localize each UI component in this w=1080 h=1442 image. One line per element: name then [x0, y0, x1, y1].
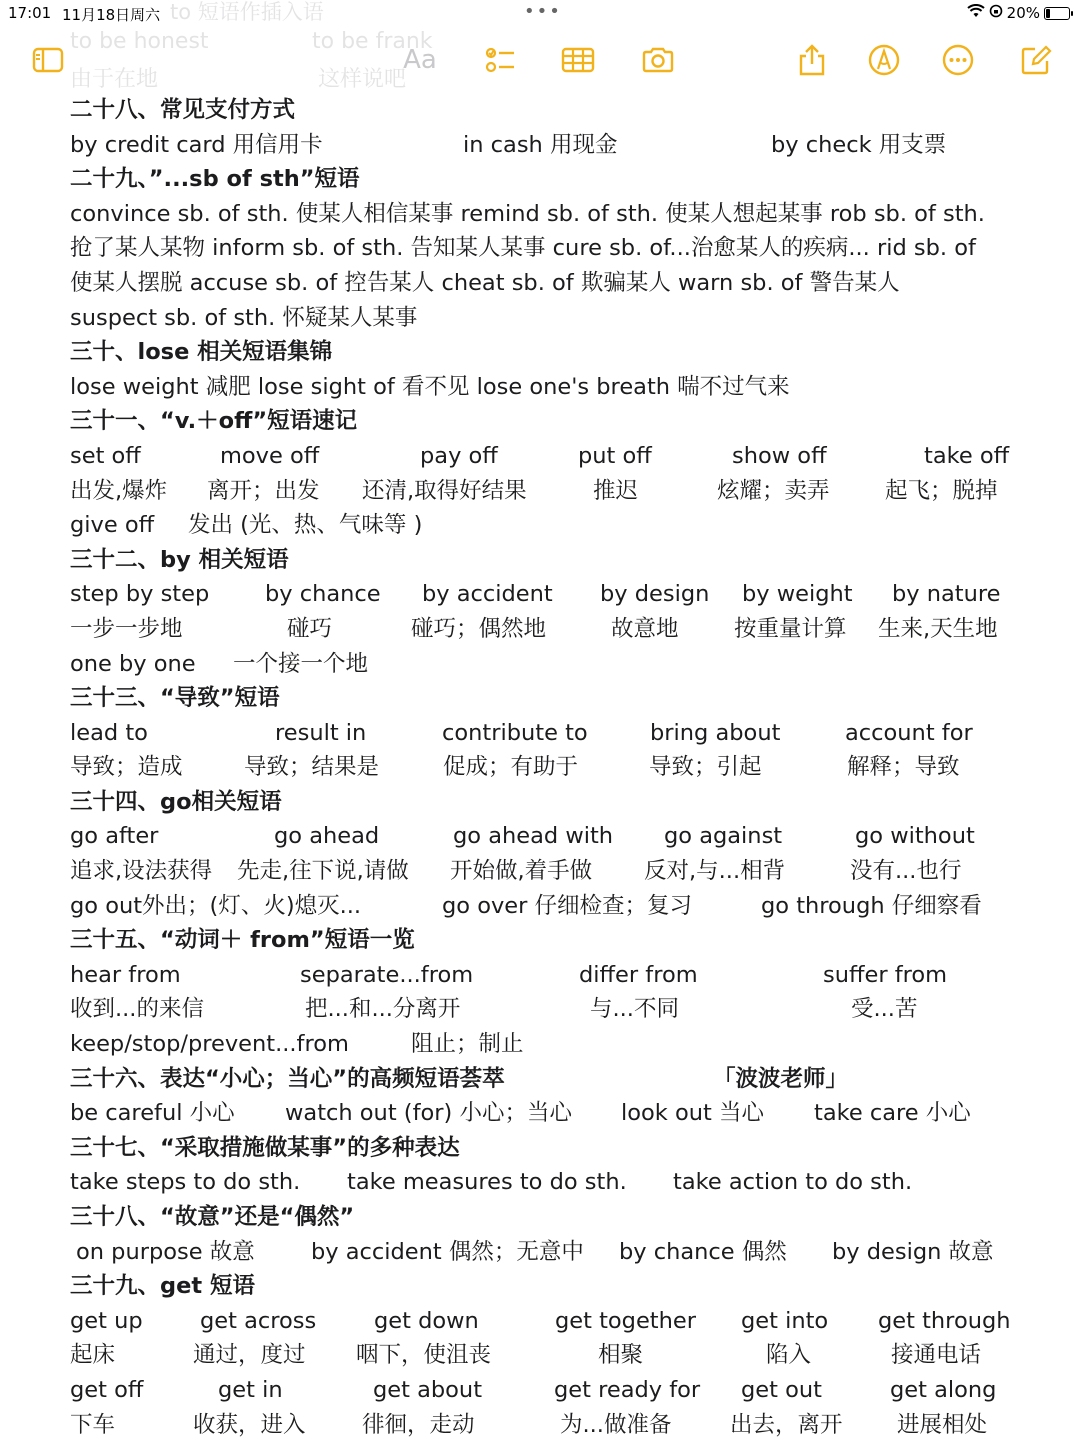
phrase: show off — [732, 442, 827, 469]
phrase: move off — [220, 442, 320, 469]
ghost-text: 由于在地 — [70, 67, 159, 92]
phrase: get out — [741, 1376, 822, 1403]
phrase-row — [70, 716, 1030, 751]
phrase: by chance 偶然 — [619, 1238, 787, 1265]
meaning: 反对,与...相背 — [644, 858, 786, 885]
ghost-text: 这样说吧 — [318, 67, 407, 92]
meaning: 徘徊，走动 — [362, 1411, 475, 1438]
phrase: by design 故意 — [832, 1238, 994, 1265]
text-line: suspect sb. of sth. 怀疑某人某事 — [70, 304, 418, 331]
compose-icon[interactable] — [1016, 42, 1056, 78]
battery-icon — [1044, 7, 1070, 20]
more-icon[interactable] — [938, 42, 978, 78]
meaning: 为...做准备 — [560, 1411, 672, 1438]
meaning: 咽下，使沮丧 — [356, 1342, 492, 1369]
phrase-row — [70, 958, 1030, 993]
status-bar — [0, 0, 1080, 28]
meaning: 收到...的来信 — [70, 996, 204, 1023]
phrase-row — [70, 1373, 1030, 1408]
meaning: 与...不同 — [590, 996, 679, 1023]
phrase: go ahead with — [453, 823, 614, 850]
phrase: lead to — [70, 719, 148, 746]
phrase-row — [70, 439, 1030, 474]
phrase: get along — [890, 1376, 997, 1403]
battery-fill — [1046, 9, 1050, 18]
text-line: 使某人摆脱 accuse sb. of 控告某人 cheat sb. of 欺骗某人 warn sb. of 警告某人 — [70, 269, 900, 296]
camera-icon[interactable] — [638, 42, 678, 78]
phrase-row — [70, 1338, 1030, 1373]
ghost-text: to be frank — [312, 29, 433, 54]
meaning: 生来,天生地 — [878, 615, 998, 642]
phrase: by design — [600, 581, 710, 608]
meaning: 起床 — [70, 1342, 116, 1369]
meaning: 出去，离开 — [730, 1411, 843, 1438]
phrase: take steps to do sth. — [70, 1169, 301, 1196]
meaning: 受...苦 — [851, 996, 918, 1023]
phrase: suffer from — [823, 961, 948, 988]
meaning: 陷入 — [766, 1342, 812, 1369]
phrase-row — [70, 474, 1030, 509]
phrase: in cash 用现金 — [463, 131, 618, 158]
markup-icon[interactable] — [864, 42, 904, 78]
phrase: get about — [373, 1376, 483, 1403]
author-watermark: 「波波老师」 — [713, 1065, 849, 1092]
meaning: 促成；有助于 — [443, 754, 579, 781]
phrase: look out 当心 — [621, 1100, 764, 1127]
phrase: contribute to — [442, 719, 588, 746]
meaning: 追求,设法获得 — [70, 858, 213, 885]
phrase-row — [70, 854, 1030, 889]
meaning: 炫耀；卖弄 — [717, 477, 830, 504]
meaning: 故意地 — [611, 615, 679, 642]
meaning: 通过，度过 — [193, 1342, 306, 1369]
phrase: get into — [741, 1307, 829, 1334]
phrase: differ from — [579, 961, 698, 988]
text-line: 抢了某人某物 inform sb. of sth. 告知某人某事 cure sb. of...治愈某人的疾病... rid sb. of — [70, 235, 976, 262]
phrase: give off — [70, 512, 155, 539]
text-line: lose weight 减肥 lose sight of 看不见 lose one's breath 喘不过气来 — [70, 373, 790, 400]
phrase: take care 小心 — [814, 1100, 971, 1127]
phrase-row — [70, 750, 1030, 785]
phrase-row — [70, 128, 1030, 163]
section-heading: 三十四、go相关短语 — [70, 788, 282, 815]
meaning: 导致；结果是 — [244, 754, 380, 781]
meaning: 还清,取得好结果 — [362, 477, 527, 504]
phrase: go out外出；(灯、火)熄灭... — [70, 892, 362, 919]
meaning: 先走,往下说,请做 — [237, 858, 409, 885]
meaning: 一个接一个地 — [233, 650, 369, 677]
phrase-row — [70, 612, 1030, 647]
section-heading: 三十、lose 相关短语集锦 — [70, 339, 333, 366]
phrase: get through — [878, 1307, 1011, 1334]
phrase: by accident — [422, 581, 553, 608]
phrase-row — [70, 577, 1030, 612]
phrase: hear from — [70, 961, 181, 988]
table-icon[interactable] — [558, 42, 598, 78]
sidebar-icon[interactable] — [28, 42, 68, 78]
phrase-row — [70, 1165, 1030, 1200]
phrase: one by one — [70, 650, 196, 677]
meaning: 一步一步地 — [70, 615, 183, 642]
phrase: by credit card 用信用卡 — [70, 131, 323, 158]
phrase: separate...from — [300, 961, 474, 988]
phrase: put off — [578, 442, 652, 469]
meaning: 收获，进入 — [193, 1411, 306, 1438]
phrase: get in — [218, 1376, 283, 1403]
phrase: set off — [70, 442, 141, 469]
phrase: bring about — [650, 719, 781, 746]
phrase: by accident 偶然；无意中 — [311, 1238, 584, 1265]
phrase-row — [70, 1304, 1030, 1339]
phrase: on purpose 故意 — [76, 1238, 255, 1265]
section-heading: 三十六、表达“小心；当心”的高频短语荟萃 — [70, 1065, 505, 1092]
section-heading: 三十一、“v.＋off”短语速记 — [70, 408, 358, 435]
meaning: 进展相处 — [897, 1411, 988, 1438]
meaning: 按重量计算 — [734, 615, 847, 642]
meaning: 发出 (光、热、气味等 ) — [188, 512, 423, 539]
meaning: 推迟 — [593, 477, 639, 504]
phrase-row — [70, 647, 1030, 682]
phrase: get down — [374, 1307, 479, 1334]
section-heading: 三十九、get 短语 — [70, 1273, 255, 1300]
phrase: by chance — [265, 581, 381, 608]
phrase: go after — [70, 823, 159, 850]
meaning: 没有...也行 — [850, 858, 962, 885]
phrase: account for — [845, 719, 973, 746]
phrase-row — [70, 1408, 1030, 1442]
ghost-text: to be honest — [70, 29, 209, 54]
phrase: go over 仔细检查；复习 — [442, 892, 693, 919]
phrase-row — [70, 992, 1030, 1027]
section-heading: 二十九、”...sb of sth”短语 — [70, 166, 360, 193]
phrase: go through 仔细察看 — [761, 892, 982, 919]
meaning: 导致；造成 — [70, 754, 183, 781]
phrase: go without — [855, 823, 975, 850]
section-heading: 三十三、“导致”短语 — [70, 685, 280, 712]
phrase: by nature — [892, 581, 1001, 608]
notes-toolbar — [0, 42, 1080, 82]
rotation-lock-icon — [989, 4, 1003, 22]
meaning: 碰巧 — [287, 615, 333, 642]
section-heading: 三十二、by 相关短语 — [70, 546, 289, 573]
text-format-button[interactable]: Aa — [403, 45, 437, 75]
checklist-icon[interactable] — [480, 42, 520, 78]
meaning: 开始做,着手做 — [450, 858, 593, 885]
section-heading: 三十五、“动词＋ from”短语一览 — [70, 927, 415, 954]
section-heading: 三十七、“采取措施做某事”的多种表达 — [70, 1134, 460, 1161]
phrase: get across — [200, 1307, 317, 1334]
battery-percent: 20% — [1006, 4, 1040, 22]
phrase-row — [70, 1096, 1030, 1131]
phrase: get together — [555, 1307, 696, 1334]
phrase: go against — [664, 823, 783, 850]
phrase: step by step — [70, 581, 210, 608]
phrase: by weight — [742, 581, 853, 608]
meaning: 碰巧；偶然地 — [411, 615, 547, 642]
phrase: take action to do sth. — [673, 1169, 913, 1196]
text-line: convince sb. of sth. 使某人相信某事 remind sb. of sth. 使某人想起某事 rob sb. of sth. — [70, 200, 985, 227]
share-icon[interactable] — [792, 42, 832, 78]
phrase: pay off — [420, 442, 498, 469]
status-date: 11月18日周六 — [62, 6, 161, 24]
meaning: 导致；引起 — [649, 754, 762, 781]
phrase: watch out (for) 小心；当心 — [285, 1100, 572, 1127]
meaning: 起飞；脱掉 — [885, 477, 998, 504]
meaning: 下车 — [70, 1411, 116, 1438]
phrase-row — [70, 889, 1030, 924]
phrase: be careful 小心 — [70, 1100, 235, 1127]
meaning: 把...和...分离开 — [305, 996, 461, 1023]
phrase: get off — [70, 1376, 144, 1403]
phrase-row — [70, 508, 1030, 543]
phrase-row — [70, 1027, 1030, 1062]
status-right — [967, 4, 1070, 22]
phrase: result in — [275, 719, 367, 746]
phrase: by check 用支票 — [771, 131, 947, 158]
meaning: 出发,爆炸 — [70, 477, 168, 504]
status-time: 17:01 — [8, 4, 52, 22]
meaning: 解释；导致 — [847, 754, 960, 781]
section-heading-row — [70, 1062, 1030, 1097]
ghost-heading: to 短语作插入语 — [170, 0, 324, 24]
phrase-row — [70, 1235, 1030, 1270]
section-heading: 二十八、常见支付方式 — [70, 97, 296, 123]
section-heading: 三十八、“故意”还是“偶然” — [70, 1204, 355, 1230]
wifi-icon — [967, 4, 985, 22]
meaning: 接通电话 — [891, 1342, 982, 1369]
meaning: 相聚 — [598, 1342, 644, 1369]
phrase: take off — [924, 442, 1010, 469]
note-body[interactable] — [70, 93, 1030, 1442]
multitasking-dots[interactable]: ••• — [524, 1, 562, 22]
phrase: get ready for — [554, 1376, 701, 1403]
phrase: take measures to do sth. — [347, 1169, 627, 1196]
meaning: 阻止；制止 — [411, 1031, 524, 1058]
phrase: get up — [70, 1307, 143, 1334]
phrase-row — [70, 819, 1030, 854]
phrase: go ahead — [274, 823, 380, 850]
meaning: 离开；出发 — [207, 477, 320, 504]
phrase: keep/stop/prevent...from — [70, 1031, 349, 1058]
